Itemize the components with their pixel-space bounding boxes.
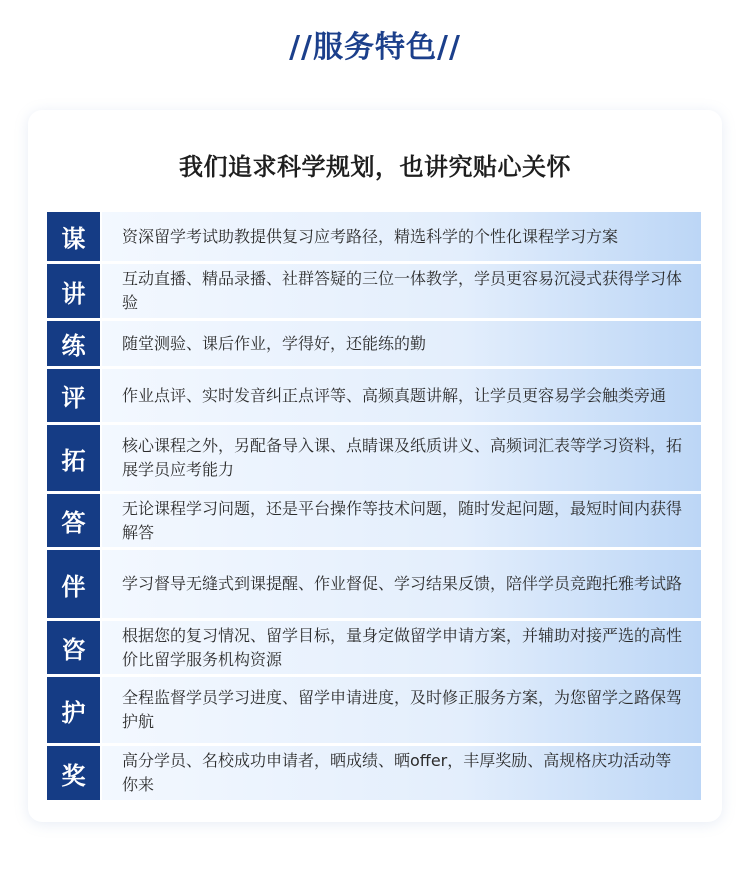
feature-text: 根据您的复习情况、留学目标，量身定做留学申请方案，并辅助对接严选的高性价比留学服务机构资源 bbox=[102, 621, 701, 674]
card-title: 我们追求科学规划，也讲究贴心关怀 bbox=[179, 153, 571, 181]
feature-badge: 拓 bbox=[47, 425, 100, 491]
feature-badge: 评 bbox=[47, 369, 100, 422]
feature-text: 全程监督学员学习进度、留学申请进度，及时修正服务方案，为您留学之路保驾护航 bbox=[102, 677, 701, 743]
feature-row-zi bbox=[47, 621, 701, 674]
feature-badge: 护 bbox=[47, 677, 100, 743]
feature-text: 学习督导无缝式到课提醒、作业督促、学习结果反馈，陪伴学员竞跑托雅考试路 bbox=[102, 550, 701, 618]
feature-row-da bbox=[47, 494, 701, 547]
feature-badge: 奖 bbox=[47, 746, 100, 800]
feature-row-ban bbox=[47, 550, 701, 618]
feature-row-jiang2 bbox=[47, 746, 701, 800]
feature-text: 高分学员、名校成功申请者，晒成绩、晒offer，丰厚奖励、高规格庆功活动等你来 bbox=[102, 746, 701, 800]
feature-text: 互动直播、精品录播、社群答疑的三位一体教学，学员更容易沉浸式获得学习体验 bbox=[102, 264, 701, 318]
feature-text: 无论课程学习问题，还是平台操作等技术问题，随时发起问题，最短时间内获得解答 bbox=[102, 494, 701, 547]
feature-text: 作业点评、实时发音纠正点评等、高频真题讲解，让学员更容易学会触类旁通 bbox=[102, 369, 701, 422]
feature-text: 资深留学考试助教提供复习应考路径，精选科学的个性化课程学习方案 bbox=[102, 212, 701, 261]
feature-row-ping bbox=[47, 369, 701, 422]
feature-text: 随堂测验、课后作业，学得好，还能练的勤 bbox=[102, 321, 701, 366]
feature-list bbox=[47, 212, 701, 803]
feature-badge: 谋 bbox=[47, 212, 100, 261]
feature-badge: 答 bbox=[47, 494, 100, 547]
feature-row-mou bbox=[47, 212, 701, 261]
feature-badge: 伴 bbox=[47, 550, 100, 618]
feature-badge: 练 bbox=[47, 321, 100, 366]
feature-badge: 咨 bbox=[47, 621, 100, 674]
feature-row-jiang bbox=[47, 264, 701, 318]
feature-row-lian bbox=[47, 321, 701, 366]
feature-badge: 讲 bbox=[47, 264, 100, 318]
feature-row-tuo bbox=[47, 425, 701, 491]
feature-row-hu bbox=[47, 677, 701, 743]
feature-text: 核心课程之外，另配备导入课、点睛课及纸质讲义、高频词汇表等学习资料，拓展学员应考能力 bbox=[102, 425, 701, 491]
section-title: //服务特色// bbox=[289, 30, 461, 65]
